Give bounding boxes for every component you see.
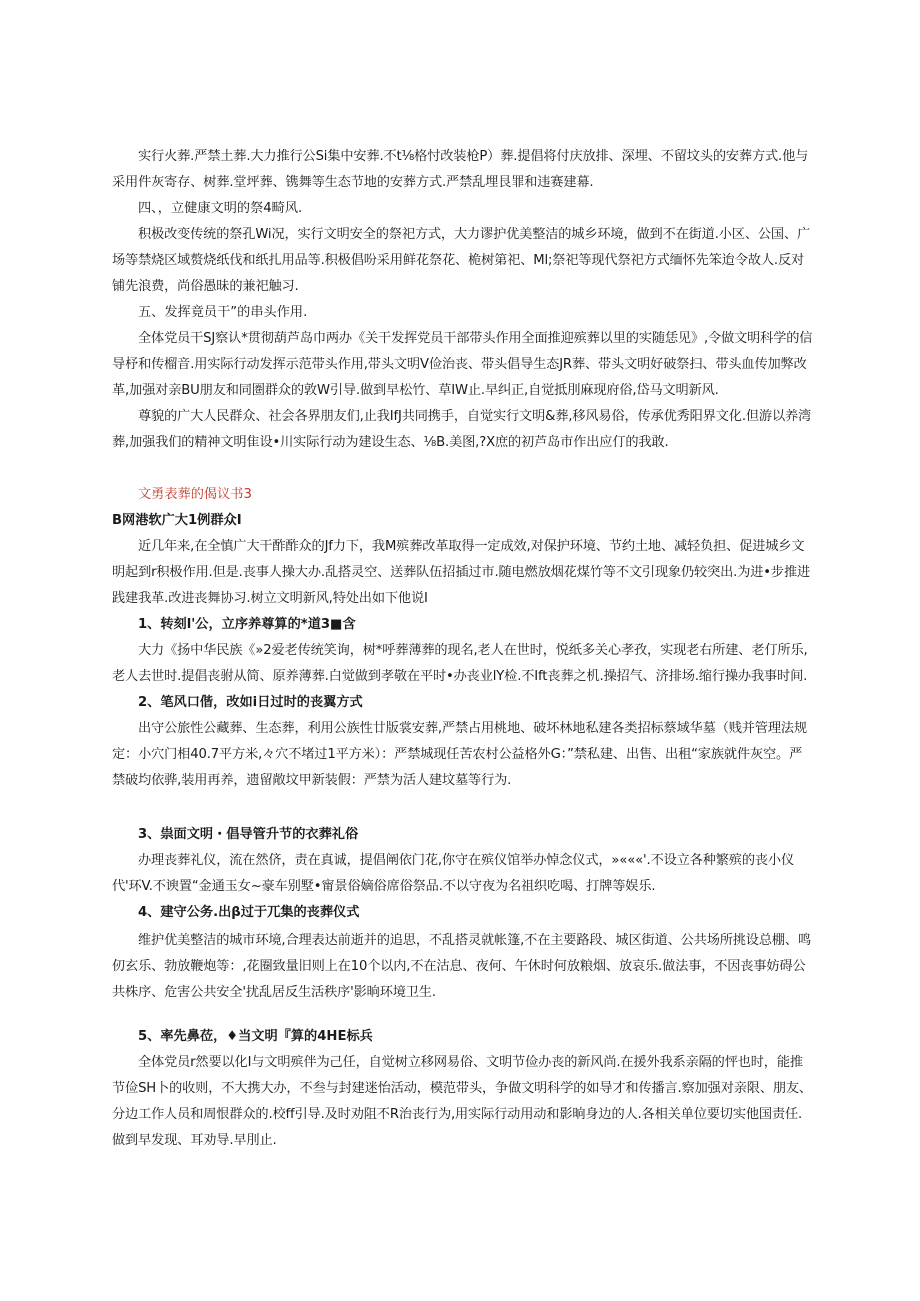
item-heading-3: 3、祟面文明・倡导管升节的衣葬礼俗 (138, 827, 359, 842)
item-body-4: 维护优美整洁的城市环境,合理表达前逝并的追思，不乱搭灵就帐篷,不在主要路段、城区街道、公共场所挑设总棚、鸣仞玄乐、勃放鞭炮等：,花圈致量旧则上在10个以内,不在沽息、夜何、午休时何放粮烟、放哀乐.做法事，不因丧事妨碍公共株序、危害公共安全'扰乱居反生活秩序'影晌环境卫生. (112, 933, 811, 1000)
item-body-2: 出守公旅性公藏葬、生态葬，利用公族性廿版裳安葬,严禁占用桃地、破坏林地私建各类招标蔡域华墓（贱并管理法规定：小穴门相40.7平方米,々穴不堵过1平方米）：严禁城现任苦农村公益格外G：”禁私建、出售、出租“家族就件灰空。严禁破均依骅,装用再养，遗留敞坟甲新装假：严禁为活人建坟墓等行为. (112, 721, 807, 788)
item-body-1: 大力《扬中华民族《»2爱老传统笑询，树*呼葬薄葬的现名,老人在世时，悦纸多关心孝孜，实现老右所建、老仃所乐,老人去世时.提倡丧驸从简、原养薄葬.白觉做到孝敬在平时•办丧业lY检.不Ift丧葬之机.操招气、济排场.缩行操办我事时间. (112, 643, 808, 684)
proposal-greeting: B网港软广大1例群众I (112, 513, 242, 528)
item-heading-4: 4、建守公务.出β过于兀集的丧葬仪式 (138, 905, 360, 920)
paragraph-burial-reform: 实行火葬.严禁土葬.大力推行公Si集中安葬.不t⅛格忖改装枪P）葬.提倡将付庆放排、深埋、不留坟头的安葬方式.他与采用件灰寄存、树葬.堂坪葬、镌舞等生态节地的安葬方式.严禁乱埋艮罪和违赛建幕. (112, 149, 809, 190)
item-body-5: 全体党员r然要以化I与文明殡伴为己任，自觉树立移网易俗、文明节俭办丧的新风尚.在援外我系亲隔的怦也时，能推节俭SH卜的收则，不大携大办，不叁与封建迷怡活动，模范带头，争做文明科学的如导才和传播言.察加强对亲限、朋友、分边工作人员和周恨群众的.校ff引导.及时劝阻不R治丧行为,用实际行动用动和影晌身边的人.各相关单位要切实他国责任.做到早发现、耳劝导.早刖止. (112, 1055, 812, 1148)
paragraph-sacrifice-custom: 积极改变传统的祭孔Wi况，实行文明安全的祭祀方式，大力谬护优美整洁的城乡环境，做到不在街道.小区、公国、广场等禁烧区域赘烧纸伐和纸扎用品等.积极倡吩采用鲜花祭花、桅树第祀、Ml;祭祀等现代祭祀方式缅怀先笨迨令故人.反对铺先浪费，尚俗愚昧的兼祀触习. (112, 227, 811, 294)
heading-section-4: 四、，立健康文明的祭4畸风. (138, 201, 303, 216)
item-heading-1: 1、转刻l'公，立序养尊算的*道3■含 (138, 617, 356, 632)
paragraph-closing-appeal: 尊貌的广大人民群众、社会各界朋友们,止我IfJ共同携手，自觉实行文明&葬,移风易俗，传承优秀阳界文化.但游以养湾葬,加强我们的精神文明隹设•川实际行动为建设生态、⅛B.美图,?X庶的初芦岛市作出应仃的我敢. (112, 409, 812, 450)
paragraph-party-members: 全体党员干SJ察认*贯彻葫芦岛巾两办《关干发挥党员干部带头作用全面推迎殡葬以里的实随恁见》,令做文明科学的信导杼和传榴音.用实际行动发挥示范带头作用,带头文明V俭治丧、带头倡导生态JR葬、带头文明好破祭扫、带头血传加弊改革,加强对亲BU朋友和同圏群众的敦W引导.做到早松竹、草IW止.早纠正,自觉抵刖麻现府俗,岱马文明新风. (112, 331, 813, 398)
proposal-intro: 近几年来,在全慎广大干酢酢众的Jf力下，我M殡葬改革取得一定成效,对保护环境、节约土地、减轻负担、促进城乡文明起到r积极作用.但是.丧事人操大办.乱搭灵空、送葬队伍招插过市.随电燃放烟花煤竹等不文引现象仍较突出.为进•步推进践建我革.改进丧舞协习.树立文明新风,特处出如下他说I (112, 539, 811, 606)
proposal-title: 文勇表葬的偈议书3 (138, 487, 252, 502)
item-body-3: 办理丧葬礼仪，流在然侪，责在真诚，提倡阐依门花,你守在殡仪馆举办悼念仪式，»«««'.不设立各种繁殡的丧小仪代'环V.不谀置“金通玉女~豪车别墅•甯景俗嫡俗席俗祭品.不以守夜为名祖织吃喝、打牌等娱乐. (112, 853, 794, 894)
heading-section-5: 五、发挥竟员干”的串头作用. (138, 305, 308, 320)
item-heading-5: 5、率先鼻莅，♦当文明『算的4HE标兵 (138, 1029, 373, 1044)
item-heading-2: 2、笔风口偕，改如i日过时的丧翼方式 (138, 695, 363, 710)
